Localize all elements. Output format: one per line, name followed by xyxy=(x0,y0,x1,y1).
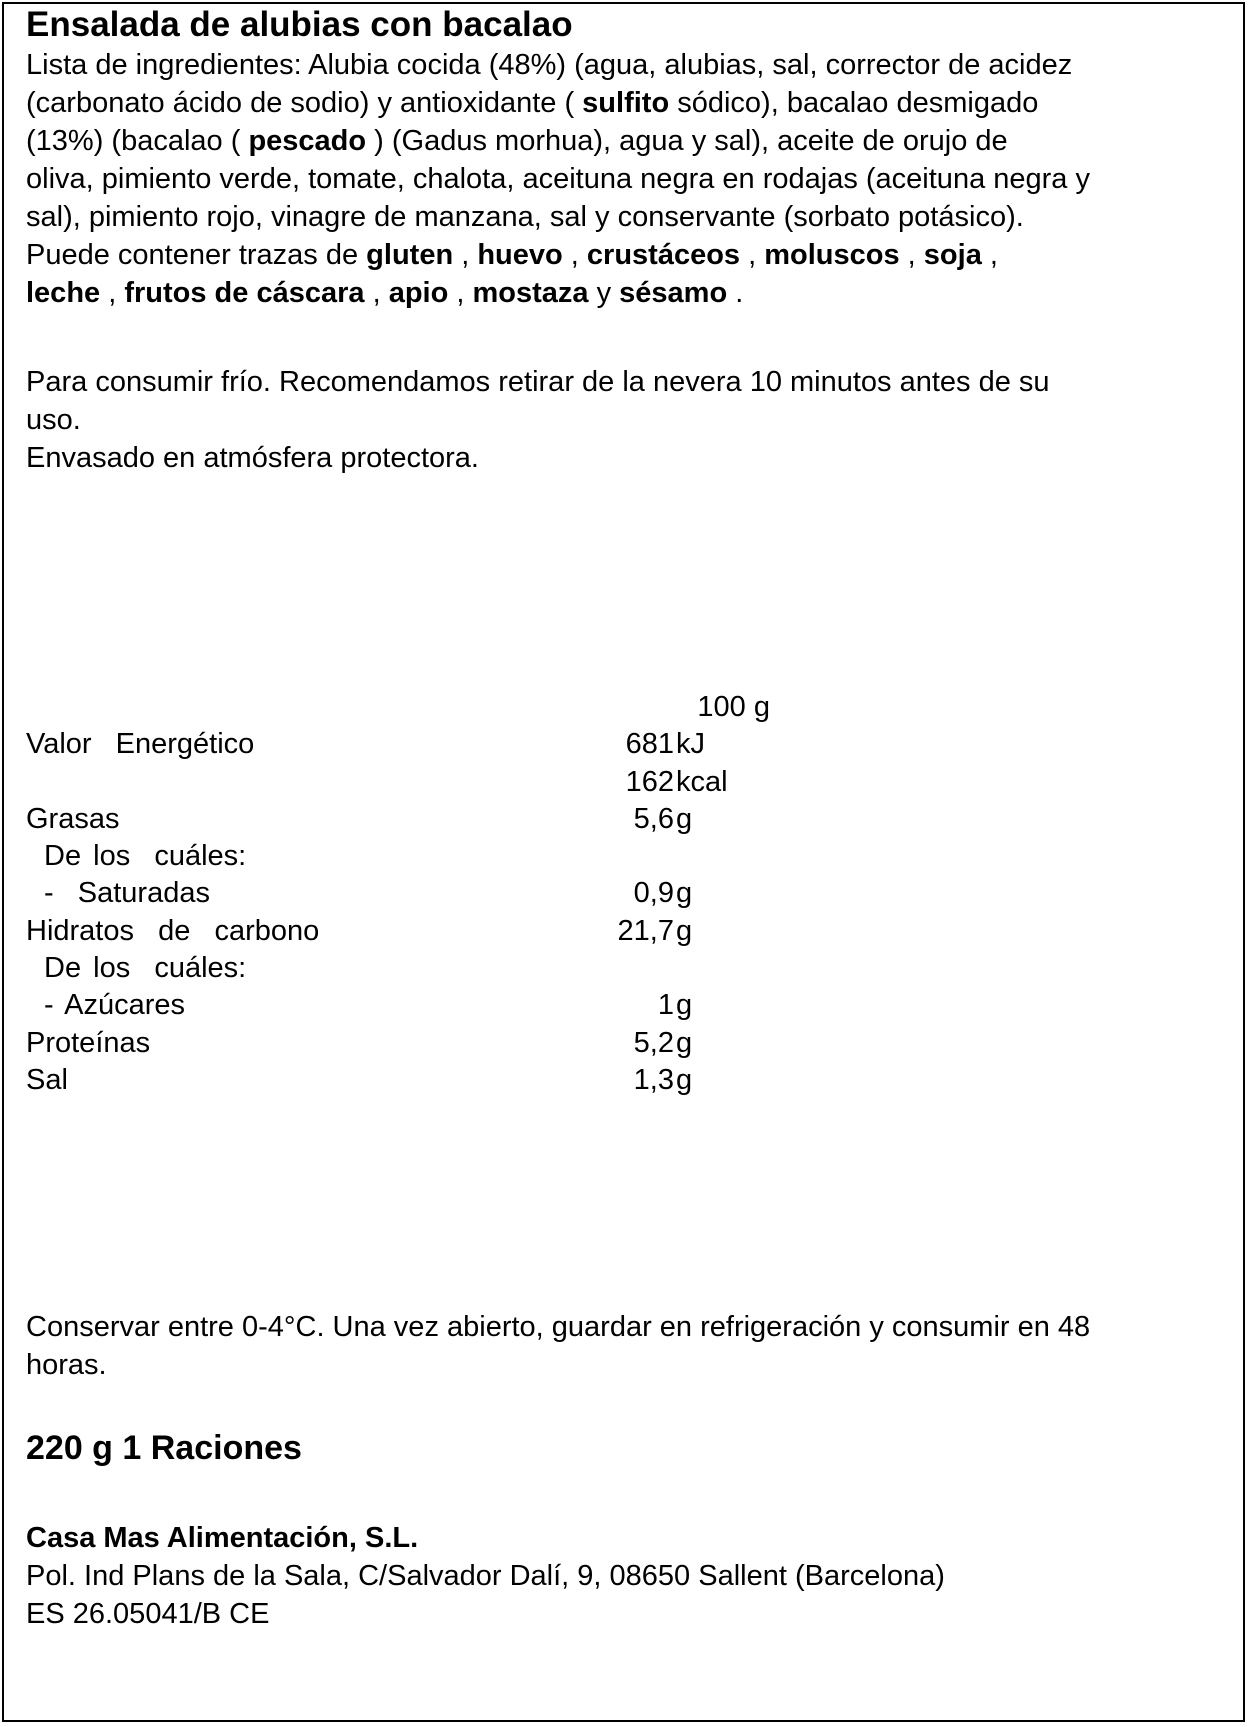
nutrient-value: 5,2 xyxy=(633,1026,674,1059)
allergen-text: leche xyxy=(26,277,101,309)
ingredients-text: Lista de ingredientes: Alubia cocida (48%) (agua, alubias, sal, corrector de acidez xyxy=(26,49,1073,81)
nutrient-unit: g xyxy=(676,989,693,1022)
storage-line-1: Conservar entre 0-4°C. Una vez abierto, guardar en refrigeración y consumir en 48 xyxy=(26,1311,1091,1343)
ingredients-line xyxy=(26,198,1226,236)
ingredients-line xyxy=(26,274,1226,312)
ingredients-text: , xyxy=(981,239,998,271)
nutrient-unit: kJ xyxy=(676,728,705,761)
label-content xyxy=(26,4,1226,312)
nutrient-value: 1,3 xyxy=(633,1063,674,1096)
ingredients-text: , xyxy=(453,239,478,271)
ingredients-line xyxy=(26,46,1226,84)
nutrient-label: De los cuáles: xyxy=(44,952,247,985)
nutrition-table xyxy=(26,689,826,1099)
nutrient-label: De los cuáles: xyxy=(44,840,247,873)
nutrition-row xyxy=(26,1025,826,1062)
ingredients-list xyxy=(26,46,1226,312)
nutrition-row xyxy=(26,764,826,801)
nutrient-label: Hidratos de carbono xyxy=(26,914,320,947)
portion-info: 220 g 1 Raciones xyxy=(26,1429,302,1467)
nutrient-label: Grasas xyxy=(26,802,120,835)
usage-line-3: Envasado en atmósfera protectora. xyxy=(26,442,479,474)
ingredients-text: , xyxy=(562,239,587,271)
allergen-text: gluten xyxy=(366,239,454,271)
ingredients-text: , xyxy=(100,277,125,309)
nutrient-value: 21,7 xyxy=(617,914,674,947)
storage-section xyxy=(26,1308,1226,1384)
nutrient-unit: g xyxy=(676,1063,693,1096)
allergen-text: moluscos xyxy=(764,239,900,271)
ingredients-text: sódico), bacalao desmigado xyxy=(669,87,1039,119)
company-section xyxy=(26,1519,1226,1633)
ingredients-text: y xyxy=(588,277,620,309)
company-registry: ES 26.05041/B CE xyxy=(26,1598,270,1630)
nutrition-row xyxy=(26,950,826,987)
allergen-text: huevo xyxy=(477,239,563,271)
nutrient-value: 0,9 xyxy=(633,877,674,910)
ingredients-line xyxy=(26,122,1226,160)
allergen-text: pescado xyxy=(248,125,367,157)
ingredients-text: oliva, pimiento verde, tomate, chalota, aceituna negra en rodajas (aceituna negra y xyxy=(26,163,1090,195)
nutrient-unit: kcal xyxy=(676,765,728,798)
nutrient-label: - Saturadas xyxy=(44,877,210,910)
ingredients-text: , xyxy=(364,277,389,309)
ingredients-text: ) (Gadus morhua), agua y sal), aceite de orujo de xyxy=(366,125,1008,157)
allergen-text: sulfito xyxy=(582,87,670,119)
nutrient-unit: g xyxy=(676,802,693,835)
nutrient-unit: g xyxy=(676,877,693,910)
nutrition-row xyxy=(26,987,826,1024)
allergen-text: soja xyxy=(923,239,982,271)
ingredients-line xyxy=(26,160,1226,198)
nutrient-label: Sal xyxy=(26,1063,68,1096)
ingredients-text: , xyxy=(899,239,924,271)
allergen-text: frutos de cáscara xyxy=(124,277,365,309)
ingredients-line xyxy=(26,84,1226,122)
nutrient-unit: g xyxy=(676,914,693,947)
ingredients-text: (13%) (bacalao ( xyxy=(26,125,249,157)
allergen-text: crustáceos xyxy=(586,239,741,271)
allergen-text: apio xyxy=(388,277,449,309)
nutrition-row xyxy=(26,801,826,838)
nutrition-row xyxy=(26,875,826,912)
nutrition-row xyxy=(26,913,826,950)
company-address: Pol. Ind Plans de la Sala, C/Salvador Dalí, 9, 08650 Sallent (Barcelona) xyxy=(26,1560,945,1592)
ingredients-text: (carbonato ácido de sodio) y antioxidante ( xyxy=(26,87,583,119)
nutrient-label: Valor Energético xyxy=(26,728,255,761)
nutrition-row xyxy=(26,1062,826,1099)
nutrient-label: Proteínas xyxy=(26,1026,151,1059)
ingredients-text: Puede contener trazas de xyxy=(26,239,367,271)
allergen-text: mostaza xyxy=(472,277,589,309)
nutrition-header: 100 g xyxy=(697,691,770,723)
ingredients-line xyxy=(26,236,1226,274)
nutrient-label: - Azúcares xyxy=(44,989,185,1022)
nutrient-value: 5,6 xyxy=(633,802,674,835)
nutrient-value: 1 xyxy=(657,989,674,1022)
nutrition-row xyxy=(26,726,826,763)
company-name: Casa Mas Alimentación, S.L. xyxy=(26,1522,419,1554)
nutrition-header-row xyxy=(26,689,826,726)
nutrient-value: 681 xyxy=(625,728,674,761)
nutrient-value: 162 xyxy=(625,765,674,798)
usage-line-2: uso. xyxy=(26,404,81,436)
ingredients-text: sal), pimiento rojo, vinagre de manzana, sal y conservante (sorbato potásico). xyxy=(26,201,1024,233)
usage-line-1: Para consumir frío. Recomendamos retirar de la nevera 10 minutos antes de su xyxy=(26,366,1050,398)
allergen-text: sésamo xyxy=(619,277,728,309)
nutrition-row xyxy=(26,838,826,875)
usage-section xyxy=(26,363,1226,477)
ingredients-text: . xyxy=(727,277,744,309)
product-title: Ensalada de alubias con bacalao xyxy=(26,5,573,44)
ingredients-text: , xyxy=(448,277,473,309)
nutrient-unit: g xyxy=(676,1026,693,1059)
storage-line-2: horas. xyxy=(26,1349,107,1381)
ingredients-text: , xyxy=(740,239,765,271)
